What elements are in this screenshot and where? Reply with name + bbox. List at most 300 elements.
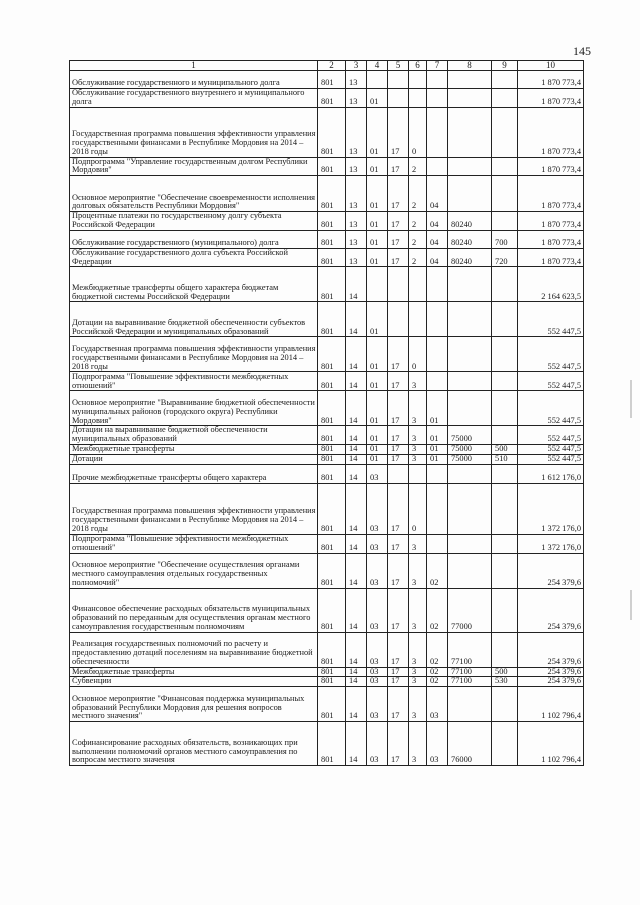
row-code-cell-c6: 0: [409, 107, 427, 157]
row-amount-cell: 1 102 796,4: [518, 687, 584, 722]
row-code-cell-c4: [367, 71, 388, 89]
row-code-cell-c2: 801: [318, 687, 346, 722]
row-name-cell: Дотации на выравнивание бюджетной обеспеченности субъектов Российской Федерации и муниципальных образований: [70, 302, 318, 337]
row-code-cell-c4: 03: [367, 483, 388, 534]
row-code-cell-c6: 3: [409, 722, 427, 766]
table-row: [70, 483, 584, 534]
row-amount-cell: 552 447,5: [518, 391, 584, 426]
table-row: [70, 722, 584, 766]
row-code-cell-c5: 17: [388, 426, 409, 445]
row-code-cell-c8: 77100: [448, 677, 492, 687]
row-code-cell-c7: 02: [427, 553, 448, 588]
row-amount-cell: 254 379,6: [518, 632, 584, 667]
row-code-cell-c6: 3: [409, 391, 427, 426]
row-code-cell-c2: 801: [318, 176, 346, 212]
row-code-cell-c6: [409, 464, 427, 483]
row-code-cell-c7: 02: [427, 632, 448, 667]
row-code-cell-c6: 3: [409, 553, 427, 588]
row-amount-cell: 254 379,6: [518, 677, 584, 687]
row-code-cell-c9: [492, 534, 518, 553]
table-row: [70, 267, 584, 302]
row-code-cell-c7: [427, 337, 448, 372]
row-code-cell-c5: 17: [388, 483, 409, 534]
row-name-cell: Межбюджетные трансферты общего характера бюджетам бюджетной системы Российской Федерации: [70, 267, 318, 302]
table-row: [70, 176, 584, 212]
row-code-cell-c7: [427, 302, 448, 337]
row-code-cell-c4: 01: [367, 444, 388, 454]
row-code-cell-c8: [448, 391, 492, 426]
row-code-cell-c2: 801: [318, 667, 346, 677]
row-code-cell-c8: 77100: [448, 667, 492, 677]
table-row: [70, 372, 584, 391]
row-code-cell-c6: 2: [409, 230, 427, 248]
header-cell: 6: [409, 61, 427, 71]
row-code-cell-c7: [427, 89, 448, 108]
row-code-cell-c2: 801: [318, 107, 346, 157]
row-code-cell-c8: 75000: [448, 444, 492, 454]
row-code-cell-c5: 17: [388, 230, 409, 248]
row-code-cell-c3: 14: [346, 267, 367, 302]
row-code-cell-c2: 801: [318, 464, 346, 483]
row-code-cell-c6: 3: [409, 372, 427, 391]
row-code-cell-c7: 02: [427, 667, 448, 677]
row-code-cell-c7: [427, 157, 448, 176]
row-code-cell-c5: [388, 89, 409, 108]
row-code-cell-c4: [367, 267, 388, 302]
row-code-cell-c9: [492, 722, 518, 766]
row-code-cell-c3: 14: [346, 372, 367, 391]
row-code-cell-c3: 14: [346, 483, 367, 534]
row-code-cell-c9: [492, 464, 518, 483]
row-amount-cell: 1 870 773,4: [518, 89, 584, 108]
row-code-cell-c6: [409, 89, 427, 108]
header-cell: 2: [318, 61, 346, 71]
table-row: [70, 426, 584, 445]
table-row: [70, 212, 584, 231]
row-code-cell-c2: 801: [318, 444, 346, 454]
row-code-cell-c8: [448, 107, 492, 157]
row-amount-cell: 1 372 176,0: [518, 483, 584, 534]
row-name-cell: Обслуживание государственного (муниципального) долга: [70, 230, 318, 248]
row-code-cell-c8: [448, 157, 492, 176]
row-code-cell-c3: 14: [346, 687, 367, 722]
row-code-cell-c4: 01: [367, 248, 388, 267]
row-code-cell-c6: 3: [409, 687, 427, 722]
row-code-cell-c9: 500: [492, 667, 518, 677]
row-code-cell-c5: 17: [388, 553, 409, 588]
row-code-cell-c3: 14: [346, 632, 367, 667]
row-code-cell-c9: [492, 71, 518, 89]
row-code-cell-c8: [448, 687, 492, 722]
row-code-cell-c2: 801: [318, 230, 346, 248]
row-code-cell-c9: [492, 267, 518, 302]
row-code-cell-c8: [448, 534, 492, 553]
row-code-cell-c8: [448, 464, 492, 483]
row-amount-cell: 1 870 773,4: [518, 248, 584, 267]
table-row: [70, 248, 584, 267]
row-code-cell-c2: 801: [318, 632, 346, 667]
row-code-cell-c9: [492, 588, 518, 632]
row-name-cell: Обслуживание государственного долга субъекта Российской Федерации: [70, 248, 318, 267]
row-amount-cell: 1 870 773,4: [518, 71, 584, 89]
row-name-cell: Межбюджетные трансферты: [70, 667, 318, 677]
row-code-cell-c5: 17: [388, 454, 409, 464]
row-code-cell-c7: 04: [427, 230, 448, 248]
row-code-cell-c5: 17: [388, 212, 409, 231]
row-amount-cell: 1 870 773,4: [518, 212, 584, 231]
row-name-cell: Софинансирование расходных обязательств, возникающих при выполнении полномочий органов местного самоуправления по вопросам местного значения: [70, 722, 318, 766]
row-code-cell-c4: 03: [367, 677, 388, 687]
row-code-cell-c9: [492, 157, 518, 176]
row-code-cell-c2: 801: [318, 391, 346, 426]
row-code-cell-c6: 3: [409, 667, 427, 677]
row-amount-cell: 1 870 773,4: [518, 157, 584, 176]
row-code-cell-c5: 17: [388, 677, 409, 687]
row-amount-cell: 1 372 176,0: [518, 534, 584, 553]
budget-table: [69, 60, 584, 766]
row-code-cell-c6: 0: [409, 337, 427, 372]
row-code-cell-c8: [448, 267, 492, 302]
row-code-cell-c6: 3: [409, 534, 427, 553]
row-code-cell-c7: 01: [427, 391, 448, 426]
table-row: [70, 444, 584, 454]
row-code-cell-c3: 14: [346, 667, 367, 677]
table-row: [70, 588, 584, 632]
row-amount-cell: 552 447,5: [518, 337, 584, 372]
row-code-cell-c7: 03: [427, 722, 448, 766]
row-name-cell: Дотации на выравнивание бюджетной обеспеченности муниципальных образований: [70, 426, 318, 445]
row-code-cell-c5: 17: [388, 444, 409, 454]
row-amount-cell: 552 447,5: [518, 372, 584, 391]
row-code-cell-c8: [448, 176, 492, 212]
row-code-cell-c3: 14: [346, 444, 367, 454]
row-code-cell-c5: [388, 71, 409, 89]
row-code-cell-c8: 77000: [448, 588, 492, 632]
table-row: [70, 157, 584, 176]
row-code-cell-c7: 02: [427, 588, 448, 632]
row-code-cell-c6: 3: [409, 677, 427, 687]
row-code-cell-c8: 75000: [448, 426, 492, 445]
row-code-cell-c3: 14: [346, 677, 367, 687]
row-code-cell-c2: 801: [318, 337, 346, 372]
row-code-cell-c9: [492, 89, 518, 108]
row-code-cell-c6: 2: [409, 157, 427, 176]
row-code-cell-c4: 03: [367, 667, 388, 677]
row-code-cell-c4: 01: [367, 230, 388, 248]
row-code-cell-c7: 04: [427, 248, 448, 267]
table-row: [70, 230, 584, 248]
row-code-cell-c6: 3: [409, 444, 427, 454]
table-row: [70, 667, 584, 677]
row-name-cell: Прочие межбюджетные трансферты общего характера: [70, 464, 318, 483]
row-code-cell-c3: 14: [346, 454, 367, 464]
header-cell: 1: [70, 61, 318, 71]
row-code-cell-c5: 17: [388, 534, 409, 553]
row-code-cell-c7: [427, 464, 448, 483]
row-code-cell-c2: 801: [318, 426, 346, 445]
row-code-cell-c8: [448, 553, 492, 588]
row-code-cell-c6: 3: [409, 454, 427, 464]
row-code-cell-c4: 03: [367, 588, 388, 632]
row-code-cell-c8: [448, 372, 492, 391]
row-name-cell: Финансовое обеспечение расходных обязательств муниципальных образований по переданным для осуществления органам местного самоуправления государственным полномочиям: [70, 588, 318, 632]
row-code-cell-c4: 03: [367, 722, 388, 766]
row-code-cell-c4: 03: [367, 464, 388, 483]
row-code-cell-c5: 17: [388, 248, 409, 267]
row-code-cell-c7: 04: [427, 176, 448, 212]
row-code-cell-c5: 17: [388, 687, 409, 722]
row-code-cell-c4: 01: [367, 426, 388, 445]
row-code-cell-c8: [448, 71, 492, 89]
row-code-cell-c5: [388, 464, 409, 483]
row-code-cell-c2: 801: [318, 722, 346, 766]
row-code-cell-c5: 17: [388, 667, 409, 677]
row-name-cell: Подпрограмма "Повышение эффективности межбюджетных отношений": [70, 534, 318, 553]
table-row: [70, 553, 584, 588]
row-amount-cell: 254 379,6: [518, 588, 584, 632]
row-code-cell-c5: 17: [388, 632, 409, 667]
table-header: [70, 61, 584, 71]
row-amount-cell: 1 870 773,4: [518, 107, 584, 157]
row-code-cell-c6: 2: [409, 212, 427, 231]
row-code-cell-c8: 77100: [448, 632, 492, 667]
row-code-cell-c2: 801: [318, 89, 346, 108]
row-code-cell-c4: 03: [367, 553, 388, 588]
row-amount-cell: 1 870 773,4: [518, 176, 584, 212]
scan-edge-mark: [630, 590, 632, 620]
row-amount-cell: 552 447,5: [518, 426, 584, 445]
row-amount-cell: 552 447,5: [518, 454, 584, 464]
row-code-cell-c7: 02: [427, 677, 448, 687]
row-code-cell-c4: 03: [367, 632, 388, 667]
row-code-cell-c3: 14: [346, 722, 367, 766]
row-code-cell-c4: 01: [367, 337, 388, 372]
row-code-cell-c9: [492, 107, 518, 157]
row-name-cell: Обслуживание государственного и муниципального долга: [70, 71, 318, 89]
header-cell: 7: [427, 61, 448, 71]
row-name-cell: Основное мероприятие "Финансовая поддержка муниципальных образований Республики Мордовия для решения вопросов местного значения": [70, 687, 318, 722]
row-code-cell-c9: 700: [492, 230, 518, 248]
row-code-cell-c8: [448, 89, 492, 108]
table-row: [70, 71, 584, 89]
table-row: [70, 107, 584, 157]
row-code-cell-c9: 500: [492, 444, 518, 454]
row-code-cell-c5: 17: [388, 722, 409, 766]
row-code-cell-c7: 03: [427, 687, 448, 722]
row-code-cell-c5: 17: [388, 107, 409, 157]
row-amount-cell: 552 447,5: [518, 302, 584, 337]
row-code-cell-c2: 801: [318, 553, 346, 588]
row-code-cell-c3: 14: [346, 464, 367, 483]
row-code-cell-c2: 801: [318, 157, 346, 176]
row-name-cell: Основное мероприятие "Обеспечение своевременности исполнения долговых обязательств Республики Мордовия": [70, 176, 318, 212]
row-name-cell: Государственная программа повышения эффективности управления государственными финансами в Республике Мордовия на 2014 – 2018 годы: [70, 337, 318, 372]
row-code-cell-c2: 801: [318, 454, 346, 464]
row-name-cell: Основное мероприятие "Обеспечение осуществления органами местного самоуправления отдельных государственных полномочий": [70, 553, 318, 588]
table-row: [70, 391, 584, 426]
table-row: [70, 687, 584, 722]
row-code-cell-c2: 801: [318, 71, 346, 89]
row-code-cell-c4: 01: [367, 454, 388, 464]
row-code-cell-c4: 01: [367, 107, 388, 157]
row-code-cell-c3: 14: [346, 588, 367, 632]
row-code-cell-c9: [492, 687, 518, 722]
table-row: [70, 89, 584, 108]
row-code-cell-c6: 3: [409, 588, 427, 632]
row-code-cell-c9: 530: [492, 677, 518, 687]
row-code-cell-c9: [492, 372, 518, 391]
row-code-cell-c3: 13: [346, 248, 367, 267]
row-code-cell-c2: 801: [318, 302, 346, 337]
row-code-cell-c7: [427, 534, 448, 553]
row-code-cell-c7: 01: [427, 426, 448, 445]
row-amount-cell: 1 102 796,4: [518, 722, 584, 766]
row-code-cell-c9: [492, 391, 518, 426]
row-code-cell-c8: 80240: [448, 212, 492, 231]
row-code-cell-c9: [492, 176, 518, 212]
header-cell: 3: [346, 61, 367, 71]
table-row: [70, 632, 584, 667]
row-code-cell-c4: 03: [367, 687, 388, 722]
scan-edge-mark: [630, 380, 632, 418]
row-amount-cell: 1 870 773,4: [518, 230, 584, 248]
row-code-cell-c9: [492, 483, 518, 534]
table-row: [70, 464, 584, 483]
row-code-cell-c6: [409, 267, 427, 302]
page-number: 145: [573, 44, 591, 58]
row-name-cell: Межбюджетные трансферты: [70, 444, 318, 454]
row-code-cell-c6: [409, 71, 427, 89]
header-cell: 4: [367, 61, 388, 71]
row-code-cell-c3: 13: [346, 107, 367, 157]
row-code-cell-c9: 510: [492, 454, 518, 464]
row-code-cell-c5: 17: [388, 157, 409, 176]
row-code-cell-c9: 720: [492, 248, 518, 267]
row-code-cell-c2: 801: [318, 267, 346, 302]
table-row: [70, 534, 584, 553]
row-code-cell-c3: 14: [346, 337, 367, 372]
row-code-cell-c5: 17: [388, 391, 409, 426]
row-code-cell-c6: [409, 302, 427, 337]
table-row: [70, 302, 584, 337]
row-code-cell-c7: [427, 372, 448, 391]
row-code-cell-c4: 01: [367, 372, 388, 391]
row-code-cell-c2: 801: [318, 677, 346, 687]
row-code-cell-c6: 2: [409, 248, 427, 267]
row-name-cell: Реализация государственных полномочий по расчету и предоставлению дотаций поселениям на выравнивание бюджетной обеспеченности: [70, 632, 318, 667]
row-code-cell-c4: 01: [367, 302, 388, 337]
row-code-cell-c8: 75000: [448, 454, 492, 464]
row-code-cell-c8: 80240: [448, 230, 492, 248]
row-code-cell-c4: 01: [367, 176, 388, 212]
row-code-cell-c8: [448, 483, 492, 534]
row-code-cell-c2: 801: [318, 483, 346, 534]
row-code-cell-c2: 801: [318, 534, 346, 553]
row-code-cell-c3: 13: [346, 230, 367, 248]
row-code-cell-c2: 801: [318, 372, 346, 391]
row-code-cell-c6: 3: [409, 426, 427, 445]
row-code-cell-c9: [492, 632, 518, 667]
header-cell: 9: [492, 61, 518, 71]
row-code-cell-c7: [427, 71, 448, 89]
row-name-cell: Подпрограмма "Управление государственным долгом Республики Мордовия": [70, 157, 318, 176]
row-amount-cell: 552 447,5: [518, 444, 584, 454]
row-code-cell-c3: 13: [346, 71, 367, 89]
row-code-cell-c3: 13: [346, 157, 367, 176]
row-amount-cell: 2 164 623,5: [518, 267, 584, 302]
row-amount-cell: 254 379,6: [518, 553, 584, 588]
row-code-cell-c5: [388, 267, 409, 302]
header-cell: 8: [448, 61, 492, 71]
table-row: [70, 677, 584, 687]
row-code-cell-c3: 14: [346, 391, 367, 426]
row-code-cell-c3: 13: [346, 89, 367, 108]
row-code-cell-c5: 17: [388, 176, 409, 212]
row-code-cell-c6: 3: [409, 632, 427, 667]
row-code-cell-c4: 03: [367, 534, 388, 553]
row-name-cell: Подпрограмма "Повышение эффективности межбюджетных отношений": [70, 372, 318, 391]
row-code-cell-c9: [492, 553, 518, 588]
row-code-cell-c5: 17: [388, 588, 409, 632]
row-code-cell-c5: 17: [388, 372, 409, 391]
row-code-cell-c8: 76000: [448, 722, 492, 766]
row-code-cell-c4: 01: [367, 89, 388, 108]
row-code-cell-c4: 01: [367, 157, 388, 176]
row-name-cell: Обслуживание государственного внутреннего и муниципального долга: [70, 89, 318, 108]
header-row: [70, 61, 584, 71]
row-code-cell-c2: 801: [318, 212, 346, 231]
table-body: [70, 71, 584, 766]
row-code-cell-c8: [448, 337, 492, 372]
row-code-cell-c8: 80240: [448, 248, 492, 267]
row-code-cell-c4: 01: [367, 391, 388, 426]
row-code-cell-c2: 801: [318, 588, 346, 632]
row-code-cell-c3: 14: [346, 553, 367, 588]
row-code-cell-c9: [492, 212, 518, 231]
row-code-cell-c2: 801: [318, 248, 346, 267]
row-code-cell-c3: 14: [346, 534, 367, 553]
row-code-cell-c7: [427, 483, 448, 534]
row-code-cell-c9: [492, 426, 518, 445]
row-amount-cell: 1 612 176,0: [518, 464, 584, 483]
row-name-cell: Дотации: [70, 454, 318, 464]
header-cell: 5: [388, 61, 409, 71]
row-name-cell: Основное мероприятие "Выравнивание бюджетной обеспеченности муниципальных районов (городского округа) Республики Мордовия": [70, 391, 318, 426]
row-code-cell-c4: 01: [367, 212, 388, 231]
row-code-cell-c7: [427, 107, 448, 157]
table-row: [70, 454, 584, 464]
header-cell: 10: [518, 61, 584, 71]
row-code-cell-c7: [427, 267, 448, 302]
row-code-cell-c8: [448, 302, 492, 337]
row-code-cell-c5: 17: [388, 337, 409, 372]
row-code-cell-c7: 01: [427, 444, 448, 454]
row-code-cell-c7: 04: [427, 212, 448, 231]
table-row: [70, 337, 584, 372]
row-code-cell-c9: [492, 337, 518, 372]
row-amount-cell: 254 379,6: [518, 667, 584, 677]
row-code-cell-c7: 01: [427, 454, 448, 464]
row-name-cell: Процентные платежи по государственному долгу субъекта Российской Федерации: [70, 212, 318, 231]
row-code-cell-c5: [388, 302, 409, 337]
row-code-cell-c9: [492, 302, 518, 337]
row-name-cell: Субвенции: [70, 677, 318, 687]
row-code-cell-c3: 14: [346, 302, 367, 337]
row-name-cell: Государственная программа повышения эффективности управления государственными финансами в Республике Мордовия на 2014 – 2018 годы: [70, 483, 318, 534]
row-code-cell-c3: 13: [346, 176, 367, 212]
row-name-cell: Государственная программа повышения эффективности управления государственными финансами в Республике Мордовия на 2014 – 2018 годы: [70, 107, 318, 157]
row-code-cell-c3: 13: [346, 212, 367, 231]
